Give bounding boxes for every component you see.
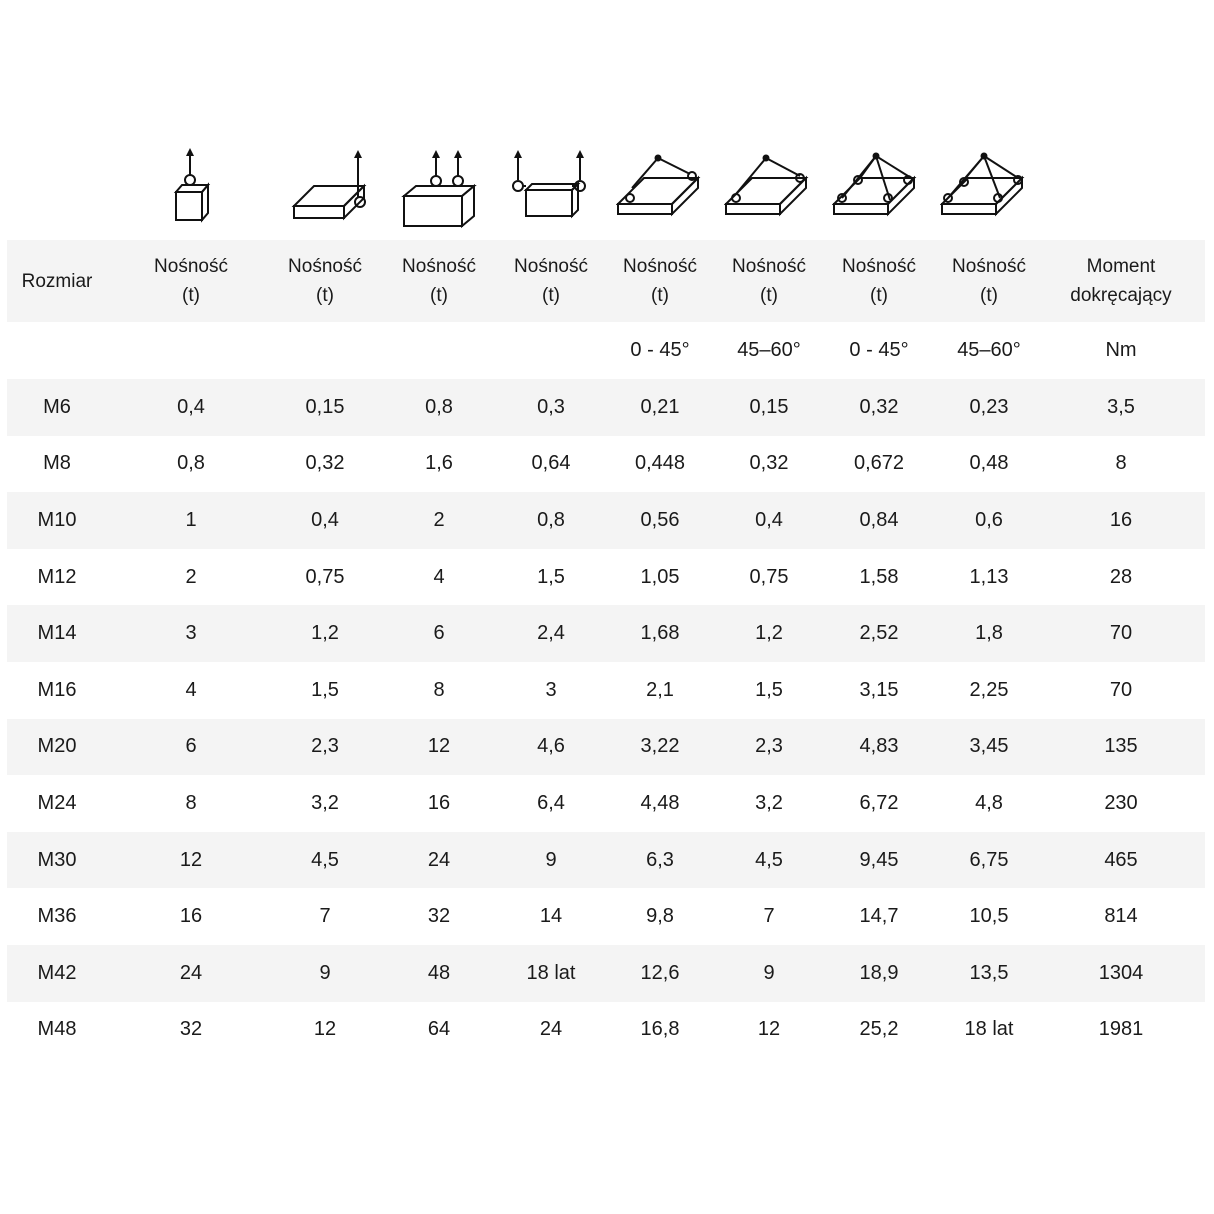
capacity-cell: 9 <box>275 945 375 1002</box>
capacity-cell: 16,8 <box>599 1002 721 1059</box>
capacity-cell: 4,5 <box>275 832 375 889</box>
capacity-cell: 4,8 <box>941 775 1037 832</box>
capacity-cell: 9,45 <box>817 832 941 889</box>
capacity-cell: 12 <box>107 832 275 889</box>
capacity-cell: 12 <box>721 1002 817 1059</box>
size-cell: M48 <box>7 1002 107 1059</box>
capacity-cell: 0,32 <box>817 379 941 436</box>
four-leg-sling-0-45-icon <box>832 140 918 230</box>
capacity-cell: 0,32 <box>721 436 817 493</box>
units-row <box>7 322 1205 379</box>
table-row <box>7 945 1205 1002</box>
capacity-cell: 0,84 <box>817 492 941 549</box>
unit-cell <box>503 322 599 379</box>
capacity-cell: 0,672 <box>817 436 941 493</box>
header-capacity: Nośność (t) <box>817 240 941 322</box>
double-vertical-lift-icon <box>400 140 480 230</box>
load-capacity-table <box>7 240 1205 1058</box>
capacity-cell: 2,25 <box>941 662 1037 719</box>
header-capacity: Nośność (t) <box>599 240 721 322</box>
capacity-cell: 2 <box>375 492 503 549</box>
unit-cell <box>7 322 107 379</box>
torque-cell: 28 <box>1037 549 1205 606</box>
capacity-cell: 6,75 <box>941 832 1037 889</box>
capacity-cell: 9 <box>503 832 599 889</box>
size-cell: M6 <box>7 379 107 436</box>
capacity-cell: 3,15 <box>817 662 941 719</box>
capacity-cell: 0,75 <box>275 549 375 606</box>
size-cell: M42 <box>7 945 107 1002</box>
capacity-cell: 1,6 <box>375 436 503 493</box>
header-capacity: Nośność (t) <box>375 240 503 322</box>
capacity-cell: 0,4 <box>721 492 817 549</box>
table-row <box>7 1002 1205 1059</box>
torque-cell: 8 <box>1037 436 1205 493</box>
capacity-cell: 12,6 <box>599 945 721 1002</box>
capacity-cell: 24 <box>107 945 275 1002</box>
table-row <box>7 719 1205 776</box>
side-lift-plate-icon <box>290 140 370 230</box>
capacity-cell: 1 <box>107 492 275 549</box>
capacity-cell: 0,4 <box>107 379 275 436</box>
capacity-cell: 0,4 <box>275 492 375 549</box>
capacity-cell: 16 <box>107 888 275 945</box>
unit-cell <box>107 322 275 379</box>
header-capacity: Nośność (t) <box>941 240 1037 322</box>
capacity-cell: 7 <box>275 888 375 945</box>
capacity-cell: 4,5 <box>721 832 817 889</box>
capacity-cell: 32 <box>375 888 503 945</box>
unit-cell <box>375 322 503 379</box>
capacity-cell: 0,15 <box>275 379 375 436</box>
table-row <box>7 832 1205 889</box>
torque-cell: 70 <box>1037 605 1205 662</box>
capacity-cell: 1,13 <box>941 549 1037 606</box>
capacity-cell: 4 <box>375 549 503 606</box>
header-capacity: Nośność (t) <box>721 240 817 322</box>
capacity-cell: 24 <box>375 832 503 889</box>
capacity-cell: 1,05 <box>599 549 721 606</box>
two-leg-sling-0-45-icon <box>616 140 702 230</box>
capacity-cell: 6,4 <box>503 775 599 832</box>
capacity-cell: 1,68 <box>599 605 721 662</box>
capacity-cell: 3 <box>503 662 599 719</box>
torque-cell: 1981 <box>1037 1002 1205 1059</box>
torque-cell: 70 <box>1037 662 1205 719</box>
four-leg-sling-45-60-icon <box>940 140 1026 230</box>
capacity-cell: 2,52 <box>817 605 941 662</box>
table-row <box>7 492 1205 549</box>
capacity-cell: 1,58 <box>817 549 941 606</box>
capacity-cell: 1,2 <box>275 605 375 662</box>
capacity-cell: 64 <box>375 1002 503 1059</box>
capacity-cell: 13,5 <box>941 945 1037 1002</box>
capacity-cell: 14 <box>503 888 599 945</box>
header-torque: Moment dokręcający <box>1037 240 1205 322</box>
unit-cell: 45–60° <box>957 339 1021 361</box>
capacity-cell: 3,2 <box>721 775 817 832</box>
unit-cell: 45–60° <box>737 339 801 361</box>
size-cell: M30 <box>7 832 107 889</box>
header-capacity: Nośność (t) <box>107 240 275 322</box>
single-vertical-lift-icon <box>160 140 220 230</box>
capacity-cell: 0,23 <box>941 379 1037 436</box>
torque-cell: 16 <box>1037 492 1205 549</box>
capacity-cell: 8 <box>107 775 275 832</box>
size-cell: M14 <box>7 605 107 662</box>
capacity-cell: 4,48 <box>599 775 721 832</box>
capacity-cell: 24 <box>503 1002 599 1059</box>
torque-cell: 135 <box>1037 719 1205 776</box>
header-row <box>7 240 1205 322</box>
capacity-cell: 3,2 <box>275 775 375 832</box>
capacity-cell: 14,7 <box>817 888 941 945</box>
capacity-cell: 0,15 <box>721 379 817 436</box>
capacity-cell: 0,48 <box>941 436 1037 493</box>
size-cell: M12 <box>7 549 107 606</box>
capacity-cell: 1,5 <box>275 662 375 719</box>
size-cell: M36 <box>7 888 107 945</box>
double-side-lift-icon <box>508 140 588 230</box>
torque-cell: 230 <box>1037 775 1205 832</box>
unit-cell <box>275 322 375 379</box>
size-cell: M10 <box>7 492 107 549</box>
size-cell: M8 <box>7 436 107 493</box>
two-leg-sling-45-60-icon <box>724 140 810 230</box>
capacity-cell: 4,83 <box>817 719 941 776</box>
size-cell: M24 <box>7 775 107 832</box>
table-row <box>7 379 1205 436</box>
capacity-cell: 2,1 <box>599 662 721 719</box>
capacity-cell: 0,8 <box>375 379 503 436</box>
capacity-cell: 2,3 <box>721 719 817 776</box>
capacity-cell: 6,3 <box>599 832 721 889</box>
capacity-cell: 0,64 <box>503 436 599 493</box>
size-cell: M16 <box>7 662 107 719</box>
capacity-cell: 4,6 <box>503 719 599 776</box>
capacity-cell: 9,8 <box>599 888 721 945</box>
capacity-cell: 0,75 <box>721 549 817 606</box>
table-body <box>7 379 1205 1058</box>
capacity-cell: 7 <box>721 888 817 945</box>
capacity-cell: 18 lat <box>503 945 599 1002</box>
torque-cell: 3,5 <box>1037 379 1205 436</box>
header-capacity: Nośność (t) <box>275 240 375 322</box>
capacity-cell: 6 <box>375 605 503 662</box>
capacity-cell: 2 <box>107 549 275 606</box>
capacity-cell: 6,72 <box>817 775 941 832</box>
table-row <box>7 605 1205 662</box>
table-row <box>7 775 1205 832</box>
header-capacity: Nośność (t) <box>503 240 599 322</box>
capacity-cell: 3,22 <box>599 719 721 776</box>
capacity-cell: 9 <box>721 945 817 1002</box>
capacity-cell: 0,56 <box>599 492 721 549</box>
capacity-cell: 16 <box>375 775 503 832</box>
capacity-cell: 0,3 <box>503 379 599 436</box>
capacity-cell: 10,5 <box>941 888 1037 945</box>
capacity-cell: 1,5 <box>503 549 599 606</box>
capacity-cell: 0,32 <box>275 436 375 493</box>
capacity-cell: 1,5 <box>721 662 817 719</box>
capacity-cell: 0,8 <box>107 436 275 493</box>
capacity-cell: 8 <box>375 662 503 719</box>
unit-cell: 0 - 45° <box>630 339 690 361</box>
capacity-cell: 18,9 <box>817 945 941 1002</box>
capacity-cell: 32 <box>107 1002 275 1059</box>
header-size: Rozmiar <box>7 240 107 322</box>
table-row <box>7 888 1205 945</box>
capacity-cell: 0,21 <box>599 379 721 436</box>
capacity-cell: 12 <box>375 719 503 776</box>
capacity-cell: 4 <box>107 662 275 719</box>
capacity-cell: 0,448 <box>599 436 721 493</box>
capacity-cell: 1,2 <box>721 605 817 662</box>
capacity-cell: 12 <box>275 1002 375 1059</box>
capacity-cell: 25,2 <box>817 1002 941 1059</box>
capacity-cell: 1,8 <box>941 605 1037 662</box>
capacity-cell: 2,4 <box>503 605 599 662</box>
torque-cell: 814 <box>1037 888 1205 945</box>
torque-cell: 465 <box>1037 832 1205 889</box>
capacity-cell: 2,3 <box>275 719 375 776</box>
size-cell: M20 <box>7 719 107 776</box>
lifting-configuration-icons <box>0 140 1214 230</box>
torque-cell: 1304 <box>1037 945 1205 1002</box>
capacity-cell: 0,8 <box>503 492 599 549</box>
capacity-cell: 0,6 <box>941 492 1037 549</box>
capacity-cell: 3 <box>107 605 275 662</box>
table-row <box>7 662 1205 719</box>
unit-cell: 0 - 45° <box>849 339 909 361</box>
table-row <box>7 436 1205 493</box>
capacity-cell: 48 <box>375 945 503 1002</box>
capacity-cell: 6 <box>107 719 275 776</box>
unit-cell: Nm <box>1105 339 1137 361</box>
capacity-cell: 18 lat <box>941 1002 1037 1059</box>
capacity-cell: 3,45 <box>941 719 1037 776</box>
table-row <box>7 549 1205 606</box>
